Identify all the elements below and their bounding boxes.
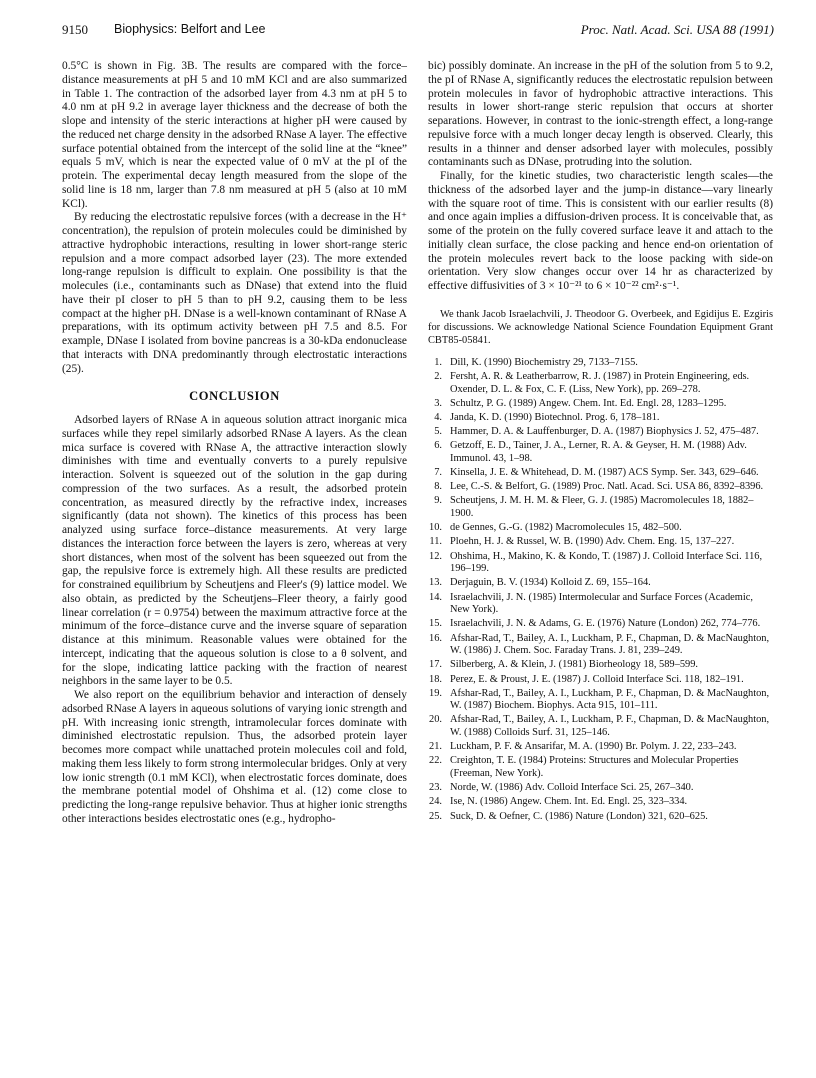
paragraph: By reducing the electrostatic repulsive forces (with a decrease in the H⁺ concentration), the repulsion of protein molecules could be diminished by attractive hydrophobic interactions, resulting in lower short-range steric repulsion and a more compact adsorbed layer (23). The more extended long-range repulsion is difficult to explain. One possibility is that the molecules (i.e., contaminants such as DNase) that extend into the fluid have their pI closer to pH 5 than to pH 9.2, causing them to be less compact at the higher pH. DNase is a well-known contaminant of RNase A preparations, with its optimum activity between pH 7.5 and 8.5. For example, DNase I isolated from bovine pancreas is a 30-kDa endonuclease that interacts with DNA predominantly through electrostatic interactions (25).: [62, 211, 407, 375]
reference-number: 9.: [434, 495, 442, 507]
reference-number: 4.: [434, 411, 442, 423]
reference-text: Afshar-Rad, T., Bailey, A. I., Luckham, P. F., Chapman, D. & MacNaughton, W. (1987) Biochem. Biophys. Acta 915, 101–111.: [450, 687, 770, 712]
reference-number: 20.: [429, 714, 442, 726]
reference-text: Lee, C.-S. & Belfort, G. (1989) Proc. Natl. Acad. Sci. USA 86, 8392–8396.: [450, 481, 764, 493]
reference-number: 3.: [434, 397, 442, 409]
reference-number: 24.: [429, 796, 442, 808]
reference-number: 7.: [434, 467, 442, 479]
reference-item: [428, 522, 773, 535]
reference-item: [428, 659, 773, 672]
reference-item: [428, 536, 773, 549]
reference-item: [428, 371, 773, 396]
reference-text: Norde, W. (1986) Adv. Colloid Interface Sci. 25, 267–340.: [450, 782, 694, 794]
page-number: 9150: [62, 22, 88, 37]
reference-item: [428, 741, 773, 754]
reference-number: 22.: [429, 755, 442, 767]
reference-number: 8.: [434, 481, 442, 493]
reference-list: [428, 357, 773, 823]
reference-text: Ploehn, H. J. & Russel, W. B. (1990) Adv. Chem. Eng. 15, 137–227.: [450, 536, 735, 548]
reference-text: Scheutjens, J. M. H. M. & Fleer, G. J. (1985) Macromolecules 18, 1882–1900.: [450, 495, 754, 520]
reference-text: Dill, K. (1990) Biochemistry 29, 7133–7155.: [450, 356, 638, 368]
reference-number: 17.: [429, 659, 442, 671]
reference-text: Suck, D. & Oefner, C. (1986) Nature (London) 321, 620–625.: [450, 810, 708, 822]
reference-text: Israelachvili, J. N. (1985) Intermolecular and Surface Forces (Academic, New York).: [450, 591, 753, 616]
reference-text: de Gennes, G.-G. (1982) Macromolecules 15, 482–500.: [450, 522, 682, 534]
reference-item: [428, 755, 773, 780]
paragraph: bic) possibly dominate. An increase in the pH of the solution from 5 to 9.2, the pI of RNase A, significantly reduces the electrostatic repulsion between protein molecules in favor of hydrophobic attractive interactions. This results in lower short-range steric repulsion that occurs at shorter separations. However, in contrast to the ionic-strength effect, a long-range repulsive force with a much longer decay length is observed. Clearly, this results in a thinner and denser adsorbed layer with molecules, possibly contaminants such as DNase, protruding into the solution.: [428, 60, 773, 169]
reference-text: Ise, N. (1986) Angew. Chem. Int. Ed. Engl. 25, 323–334.: [450, 796, 688, 808]
paragraph: Finally, for the kinetic studies, two characteristic length scales—the thickness of the adsorbed layer and the jump-in distance—vary linearly with the square root of time. This is consistent with our earlier results (8) and once again implies a diffusion-driven process. It is conceivable that, as some of the protein on the fully covered surface leave it and attach to the initially clean surface, the close packing and hence end-on orientation of the protein molecules revert back to the loose packing with side-on orientation. Very slow changes occur over 14 hr as characterized by effective diffusivities of 3 × 10⁻²¹ to 6 × 10⁻²² cm²·s⁻¹.: [428, 170, 773, 292]
reference-item: [428, 577, 773, 590]
reference-number: 6.: [434, 440, 442, 452]
reference-item: [428, 811, 773, 824]
reference-number: 14.: [429, 591, 442, 603]
reference-text: Derjaguin, B. V. (1934) Kolloid Z. 69, 155–164.: [450, 577, 651, 589]
reference-item: [428, 481, 773, 494]
reference-text: Luckham, P. F. & Ansarifar, M. A. (1990) Br. Polym. J. 22, 233–243.: [450, 741, 737, 753]
reference-text: Israelachvili, J. N. & Adams, G. E. (1976) Nature (London) 262, 774–776.: [450, 618, 761, 630]
reference-number: 13.: [429, 577, 442, 589]
reference-text: Creighton, T. E. (1984) Proteins: Structures and Molecular Properties (Freeman, New York).: [450, 755, 739, 780]
reference-item: [428, 714, 773, 739]
reference-number: 5.: [434, 426, 442, 438]
journal-citation: Proc. Natl. Acad. Sci. USA 88 (1991): [580, 22, 774, 37]
acknowledgment: We thank Jacob Israelachvili, J. Theodoor G. Overbeek, and Egidijus E. Ezgiris for discussions. We acknowledge National Science Foundation Equipment Grant CBT85-05841.: [428, 308, 773, 346]
reference-item: [428, 398, 773, 411]
reference-item: [428, 426, 773, 439]
reference-number: 10.: [429, 522, 442, 534]
reference-text: Hammer, D. A. & Lauffenburger, D. A. (1987) Biophysics J. 52, 475–487.: [450, 426, 759, 438]
reference-item: [428, 796, 773, 809]
reference-number: 18.: [429, 673, 442, 685]
reference-item: [428, 495, 773, 520]
reference-text: Silberberg, A. & Klein, J. (1981) Biorheology 18, 589–599.: [450, 659, 699, 671]
reference-text: Fersht, A. R. & Leatherbarrow, R. J. (1987) in Protein Engineering, eds. Oxender, D. L. & Fox, C. F. (Liss, New York), pp. 269–278.: [450, 370, 750, 395]
reference-number: 15.: [429, 618, 442, 630]
paragraph: 0.5°C is shown in Fig. 3B. The results are compared with the force–distance measurements at pH 5 and 10 mM KCl and are also summarized in Table 1. The contraction of the adsorbed layer from 4.3 nm at pH 5 to 4.0 nm at pH 9.2 in average layer thickness and the decrease of both the slope and intensity of the steric interactions at higher pH were caused by the reduced net charge density in the adsorbed RNase A layer. The effective surface potential obtained from the intercept of the solid line at the “knee” equals 5 mV, which is near the expected value of 0 mV at the pI of the protein. The experimental decay length measured from the slope of the solid line is 18 nm, larger than 7.8 nm measured at pH 5 (also at 10 mM KCl).: [62, 60, 407, 210]
reference-number: 23.: [429, 782, 442, 794]
reference-item: [428, 467, 773, 480]
reference-number: 25.: [429, 810, 442, 822]
reference-item: [428, 357, 773, 370]
left-column: [62, 60, 407, 827]
reference-item: [428, 618, 773, 631]
reference-item: [428, 551, 773, 576]
reference-text: Kinsella, J. E. & Whitehead, D. M. (1987) ACS Symp. Ser. 343, 629–646.: [450, 467, 759, 479]
reference-number: 12.: [429, 550, 442, 562]
reference-number: 2.: [434, 370, 442, 382]
paragraph: Adsorbed layers of RNase A in aqueous solution attract inorganic mica surfaces while they repel similarly adsorbed RNase A layers. As the clean mica surface is covered with RNase A, the attractive interaction slowly diminishes with time and eventually converts to a purely repulsive interaction. Solvent is squeezed out of the solution in the gap during compression of the two surfaces. As a result, the adsorbed protein concentration, as measured directly by the refractive index, increases significantly (data not shown). The kinetics of this process has been analyzed using surface force–distance measurements. At very large distances the interaction force between the layers is zero, whereas at very short distances, when most of the solvent has been squeezed out from the gap, the repulsive force is extremely high. All these results are predicted for constrained equilibrium by Scheutjens and Fleer's (9) lattice model. We also obtain, as predicted by the Scheutjens–Fleer theory, a fairly good linear correlation (r = 0.9754) between the maximum attractive force at the minimum of the force–distance curve and the inverse square of separation distance at this minimum. Reasonable values were obtained for the intercept, indicating that the aqueous solution is close to a θ solvent, and for the slope, indicating lattice packing with the fraction of nearest neighbors in the same layer to be 0.5.: [62, 414, 407, 688]
reference-number: 11.: [429, 536, 442, 548]
reference-number: 19.: [429, 687, 442, 699]
reference-number: 16.: [429, 632, 442, 644]
reference-text: Afshar-Rad, T., Bailey, A. I., Luckham, P. F., Chapman, D. & MacNaughton, W. (1986) J. Chem. Soc. Faraday Trans. J. 81, 239–249.: [450, 632, 770, 657]
reference-text: Perez, E. & Proust, J. E. (1987) J. Colloid Interface Sci. 118, 182–191.: [450, 673, 744, 685]
reference-item: [428, 440, 773, 465]
reference-text: Ohshima, H., Makino, K. & Kondo, T. (1987) J. Colloid Interface Sci. 116, 196–199.: [450, 550, 763, 575]
running-title: Biophysics: Belfort and Lee: [114, 22, 266, 36]
reference-item: [428, 592, 773, 617]
paragraph: We also report on the equilibrium behavior and interaction of densely adsorbed RNase A layers in aqueous solutions of varying ionic strength and pH. With increasing ionic strength, intramolecular forces dominate with diminished electrostatic repulsion. Thus, the adsorbed protein layer becomes more compact while unattached protein molecules coil and fold, making them less likely to form strong intermolecular bridges. Only at very low ionic strength (0.1 mM KCl), when electrostatic forces dominate, does the membrane potential model of Ohshima et al. (12) come close to predicting the long-range repulsive behavior. Thus at higher ionic strengths other interactions besides electrostatic ones (e.g., hydropho-: [62, 689, 407, 825]
right-column: [428, 60, 773, 825]
reference-number: 1.: [434, 356, 442, 368]
reference-item: [428, 674, 773, 687]
reference-item: [428, 782, 773, 795]
reference-text: Afshar-Rad, T., Bailey, A. I., Luckham, P. F., Chapman, D. & MacNaughton, W. (1988) Colloids Surf. 31, 125–146.: [450, 714, 770, 739]
reference-item: [428, 633, 773, 658]
reference-text: Getzoff, E. D., Tainer, J. A., Lerner, R. A. & Geyser, H. M. (1988) Adv. Immunol. 43, 1–98.: [450, 440, 747, 464]
reference-text: Schultz, P. G. (1989) Angew. Chem. Int. Ed. Engl. 28, 1283–1295.: [450, 397, 727, 409]
page-header: [62, 22, 774, 40]
reference-text: Janda, K. D. (1990) Biotechnol. Prog. 6, 178–181.: [450, 411, 660, 423]
reference-item: [428, 412, 773, 425]
section-heading-conclusion: CONCLUSION: [189, 389, 280, 404]
reference-item: [428, 688, 773, 713]
reference-number: 21.: [429, 741, 442, 753]
